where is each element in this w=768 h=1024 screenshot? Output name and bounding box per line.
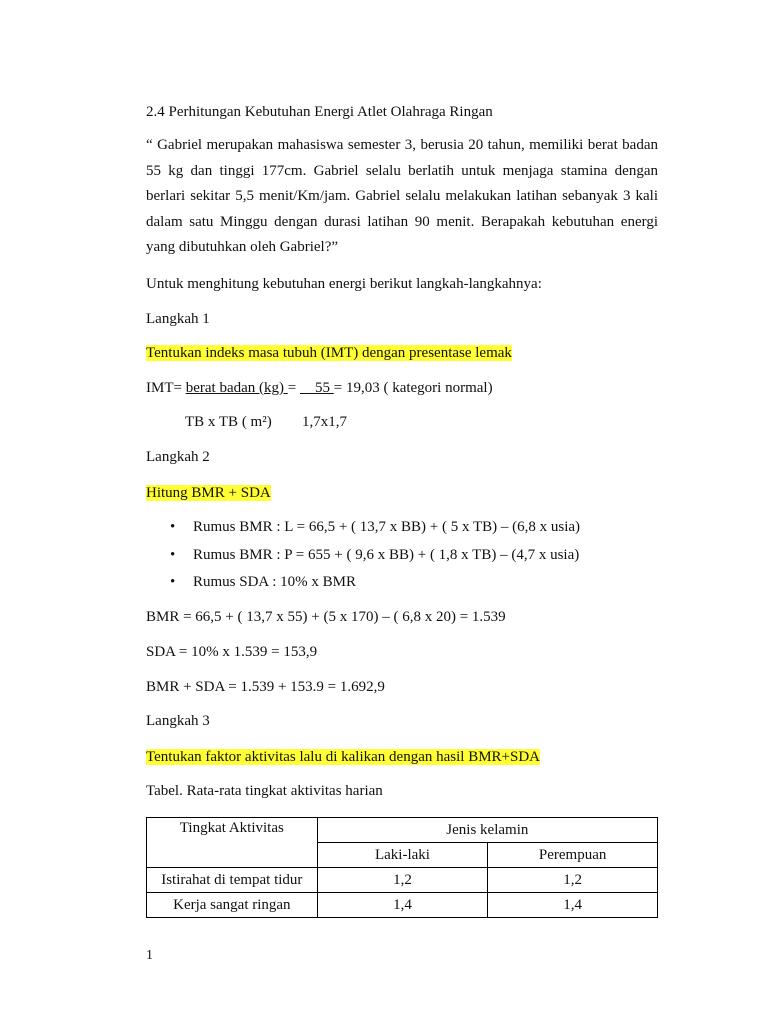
activity-table [146, 817, 658, 918]
step3-instruction [146, 748, 540, 766]
table-row [147, 893, 658, 918]
step2-title: Langkah 2 [146, 449, 210, 465]
table-header-row [147, 818, 658, 843]
bullet-item: Rumus BMR : P = 655 + ( 9,6 x BB) + ( 1,8 x TB) – (4,7 x usia) [193, 547, 580, 563]
imt-formula [146, 379, 493, 397]
intro-text: Untuk menghitung kebutuhan energi berikut langkah-langkahnya: [146, 276, 542, 292]
cell-female: 1,4 [488, 893, 658, 918]
imt-value: 55 [299, 380, 334, 396]
imt-result: = 19,03 ( kategori normal) [333, 380, 493, 396]
cell-activity: Istirahat di tempat tidur [147, 868, 318, 893]
table-row [147, 868, 658, 893]
header-activity: Tingkat Aktivitas [147, 818, 318, 868]
cell-male: 1,2 [317, 868, 488, 893]
imt-numerator: berat badan (kg) [185, 380, 288, 396]
header-female: Perempuan [488, 843, 658, 868]
bullet-dot: • [170, 547, 176, 563]
total-calculation: BMR + SDA = 1.539 + 153.9 = 1.692,9 [146, 679, 385, 695]
cell-activity: Kerja sangat ringan [147, 893, 318, 918]
step3-highlight: Tentukan faktor aktivitas lalu di kalikan dengan hasil BMR+SDA [146, 749, 541, 765]
sda-calculation: SDA = 10% x 1.539 = 153,9 [146, 644, 318, 660]
imt-denominator: TB x TB ( m²) [185, 414, 272, 430]
header-gender: Jenis kelamin [317, 818, 657, 843]
step2-instruction [146, 484, 271, 502]
step3-title: Langkah 3 [146, 713, 210, 729]
section-heading: 2.4 Perhitungan Kebutuhan Energi Atlet Olahraga Ringan [146, 104, 493, 120]
bmr-calculation: BMR = 66,5 + ( 13,7 x 55) + (5 x 170) – ( 6,8 x 20) = 1.539 [146, 609, 506, 625]
cell-male: 1,4 [317, 893, 488, 918]
imt-equals: = [287, 380, 300, 396]
bullet-dot: • [170, 574, 176, 590]
step1-highlight: Tentukan indeks masa tubuh (IMT) dengan presentase lemak [146, 345, 512, 361]
bullet-dot: • [170, 519, 176, 535]
page-number: 1 [146, 948, 153, 963]
case-paragraph: “ Gabriel merupakan mahasiswa semester 3, berusia 20 tahun, memiliki berat badan 55 kg dan tinggi 177cm. Gabriel selalu berlatih untuk menjaga stamina dengan berlari sekitar 5,5 menit/Km/jam. Gabriel selalu melakukan latihan sebanyak 3 kali dalam satu Minggu dengan durasi latihan 90 menit. Berapakah kebutuhan energi yang dibutuhkan oleh Gabriel?” [146, 137, 658, 255]
imt-label: IMT= [146, 380, 186, 396]
bullet-item: Rumus BMR : L = 66,5 + ( 13,7 x BB) + ( 5 x TB) – (6,8 x usia) [193, 519, 581, 535]
header-male: Laki-laki [317, 843, 488, 868]
table-caption: Tabel. Rata-rata tingkat aktivitas harian [146, 783, 383, 799]
step1-instruction [146, 344, 512, 362]
step1-title: Langkah 1 [146, 311, 210, 327]
cell-female: 1,2 [488, 868, 658, 893]
imt-denominator-value: 1,7x1,7 [302, 414, 347, 430]
bullet-item: Rumus SDA : 10% x BMR [193, 574, 356, 590]
step2-highlight: Hitung BMR + SDA [146, 485, 271, 501]
